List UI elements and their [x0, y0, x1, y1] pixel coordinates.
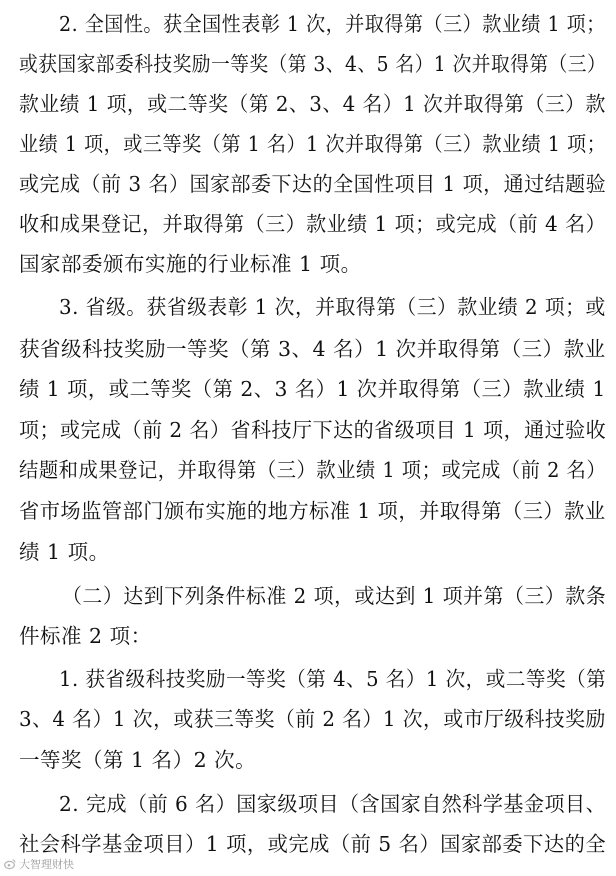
text-line: 2. 全国性。获全国性表彰 1 次，并取得第（三）款业绩 1 项；: [59, 12, 606, 36]
text-line: 项；或完成（前 2 名）省科技厅下达的省级项目 1 项，通过验收: [19, 418, 607, 442]
watermark: [4, 856, 74, 872]
text-line: 或完成（前 3 名）国家部委下达的全国性项目 1 项，通过结题验: [19, 172, 607, 196]
text-line: 3. 省级。获省级表彰 1 次，并取得第（三）款业绩 2 项；或: [59, 295, 606, 319]
text-line: 结题和成果登记，并取得第（三）款业绩 1 项；或完成（前 2 名）: [19, 458, 607, 482]
weibo-logo-icon: [4, 858, 16, 870]
text-line: 款业绩 1 项，或二等奖（第 2、3、4 名）1 次并取得第（三）款: [19, 92, 606, 116]
text-line: 绩 1 项。: [19, 540, 110, 564]
text-line: 2. 完成（前 6 名）国家级项目（含国家自然科学基金项目、: [59, 792, 607, 816]
text-line: 获省级科技奖励一等奖（第 3、4 名）1 次并取得第（三）款业: [19, 337, 606, 361]
text-line: 一等奖（第 1 名）2 次。: [19, 748, 257, 772]
text-line: 收和成果登记，并取得第（三）款业绩 1 项；或完成（前 4 名）: [19, 212, 607, 236]
text-line: 业绩 1 项，或三等奖（第 1 名）1 次并取得第（三）款业绩 1 项；: [19, 132, 607, 156]
text-line: 件标准 2 项：: [19, 624, 152, 648]
text-line: （二）达到下列条件标准 2 项，或达到 1 项并第（三）款条: [62, 584, 607, 608]
text-line: 社会科学基金项目）1 项，或完成（前 5 名）国家部委下达的全: [19, 832, 607, 856]
text-line: 绩 1 项，或二等奖（第 2、3 名）1 次并取得第（三）款业绩 1: [19, 377, 606, 401]
text-line: 国家部委颁布实施的行业标准 1 项。: [19, 252, 362, 276]
text-line: 1. 获省级科技奖励一等奖（第 4、5 名）1 次，或二等奖（第: [59, 667, 607, 691]
text-line: 3、4 名）1 次，或获三等奖（前 2 名）1 次，或市厅级科技奖励: [19, 707, 606, 731]
text-line: 省市场监管部门颁布实施的地方标准 1 项，并取得第（三）款业: [19, 499, 606, 523]
text-line: 或获国家部委科技奖励一等奖（第 3、4、5 名）1 次并取得第（三）: [19, 52, 607, 76]
watermark-text: 大智理财快: [19, 858, 74, 871]
